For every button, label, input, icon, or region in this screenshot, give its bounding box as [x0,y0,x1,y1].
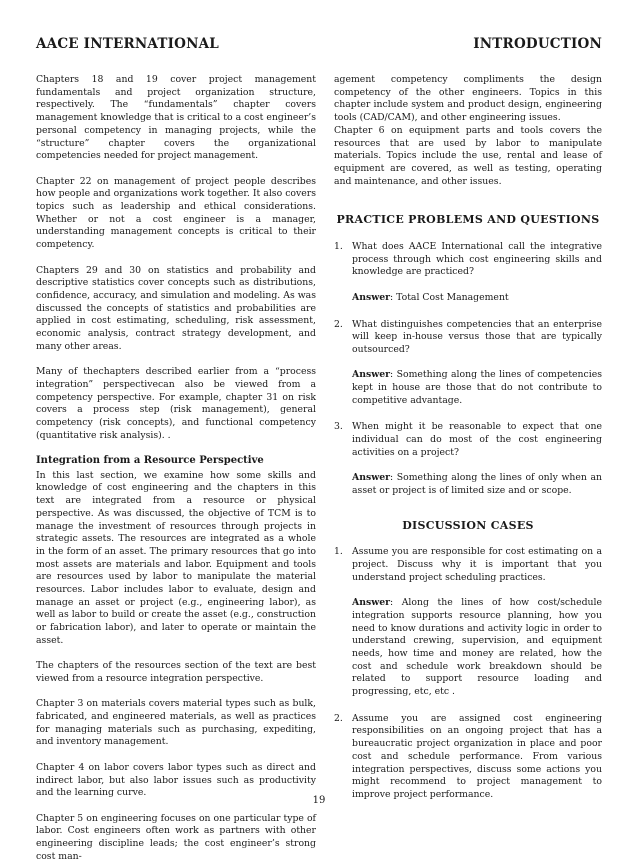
answer-body: : Something along the lines of only when an asset or project is of limited size and or scope. [352,472,602,496]
practice-list [334,241,602,498]
answer-body: : Total Cost Management [390,291,509,303]
answer-text [352,369,602,407]
question-text: What does AACE International call the integrative process through which cost engineering skills and knowledge are practiced? [352,241,602,278]
right-column [334,74,602,816]
discussion-section-title: DISCUSSION CASES [402,518,534,532]
section-subheading: Integration from a Resource Perspective [36,455,264,467]
answer-body: : Something along the lines of competencies kept in house are those that do not contribute to competitive advantage. [352,369,602,406]
paragraph: Many of thechapters described earlier from a “process integration” perspectivecan also be viewed from a competency perspective. For example, chapter 31 on risk covers a process step (risk management), general competency (risk concepts), and functional competency (quantitative risk analysis). . [36,366,316,441]
answer-text [352,292,602,305]
paragraph: Chapter 3 on materials covers material types such as bulk, fabricated, and engineered materials, as well as practices for managing materials such as purchasing, expediting, and inventory management. [36,698,316,748]
list-item [334,319,602,408]
item-number: 1. [334,241,343,253]
answer-text [352,597,602,699]
list-item [334,713,602,802]
answer-body: : Along the lines of how cost/schedule integration supports resource planning, how you need to know durations and activity logic in order to understand crewing, supervision, and equipment needs, how time and money are related, how the cost and schedule work breakdown should be related to support resource loading and progressing, etc, etc . [352,597,602,698]
answer-label: Answer [352,472,391,484]
item-number: 1. [334,546,343,558]
discussion-list [334,546,602,801]
running-header-right: INTRODUCTION [473,36,602,52]
paragraph: Chapter 5 on engineering focuses on one particular type of labor. Cost engineers often work as partners with other engineering discipline leads; the cost engineer’s strong cost man- [36,812,316,862]
answer-text [352,472,602,497]
paragraph: In this last section, we examine how some skills and knowledge of cost engineering and the chapters in this text are integrated from a resource or physical perspective. As was discussed, the objective of TCM is to manage the investment of resources through projects in strategic assets. The resources are integrated as a whole in the form of an asset. The primary resources that go into most assets are materials and labor. Equipment and tools are resources used by labor to manipulate the material resources. Labor includes labor to evaluate, design and manage an asset or project (e.g., engineering labor), as well as labor to build or create the asset (e.g., construction or fabrication labor), and later to operate or maintain the asset. [36,469,316,646]
question-text: Assume you are assigned cost engineering responsibilities on an ongoing project that has a bureaucratic project organization in place and poor cost and schedule performance. From various integration perspectives, discuss some actions you might recommend to project management to improve project performance. [352,712,602,800]
running-header-left: AACE INTERNATIONAL [36,36,219,52]
paragraph: agement competency compliments the design competency of the other engineers. Topics in this chapter include system and product design, engineering tools (CAD/CAM), and other engineering issues. [334,74,602,124]
item-number: 3. [334,421,343,433]
question-text: Assume you are responsible for cost estimating on a project. Discuss why it is important that you understand project scheduling practices. [352,546,602,583]
paragraph: The chapters of the resources section of the text are best viewed from a resource integration perspective. [36,660,316,684]
list-item [334,546,602,698]
paragraph: Chapter 6 on equipment parts and tools covers the resources that are used by labor to manipulate materials. Topics include the use, rental and lease of equipment are covered, as well as testing, operating and maintenance, and other issues. [334,124,602,187]
question-text: When might it be reasonable to expect that one individual can do most of the cost engineering activities on a project? [352,421,602,458]
list-item [334,241,602,305]
paragraph: Chapter 4 on labor covers labor types such as direct and indirect labor, but also labor issues such as productivity and the learning curve. [36,761,316,799]
question-text: What distinguishes competencies that an enterprise will keep in-house versus those that are typically outsourced? [352,318,602,355]
paragraph: Chapters 18 and 19 cover project management fundamentals and project organization structure, respectively. The “fundamentals” chapter covers management knowledge that is critical to a cost engineer’s personal competency in managing projects, while the “structure” chapter covers the organizational competencies needed for project management. [36,74,316,162]
practice-section-title: PRACTICE PROBLEMS AND QUESTIONS [336,213,600,227]
answer-label: Answer [352,369,391,381]
answer-label: Answer [352,597,391,609]
paragraph: Chapters 29 and 30 on statistics and probability and descriptive statistics cover concepts such as distributions, confidence, accuracy, and simulation and modeling. As was discussed the concepts of statistics and probabilities are applied in cost estimating, scheduling, risk assessment, economic analysis, contract strategy development, and many other areas. [36,264,316,352]
item-number: 2. [334,712,343,724]
item-number: 2. [334,318,343,330]
left-column [36,74,316,863]
page-number: 19 [312,795,326,806]
list-item [334,421,602,497]
answer-label: Answer [352,291,391,303]
paragraph: Chapter 22 on management of project people describes how people and organizations work together. It also covers topics such as leadership and ethical considerations. Whether or not a cost engineer is a manager, understanding management concepts is critical to their competency. [36,175,316,251]
